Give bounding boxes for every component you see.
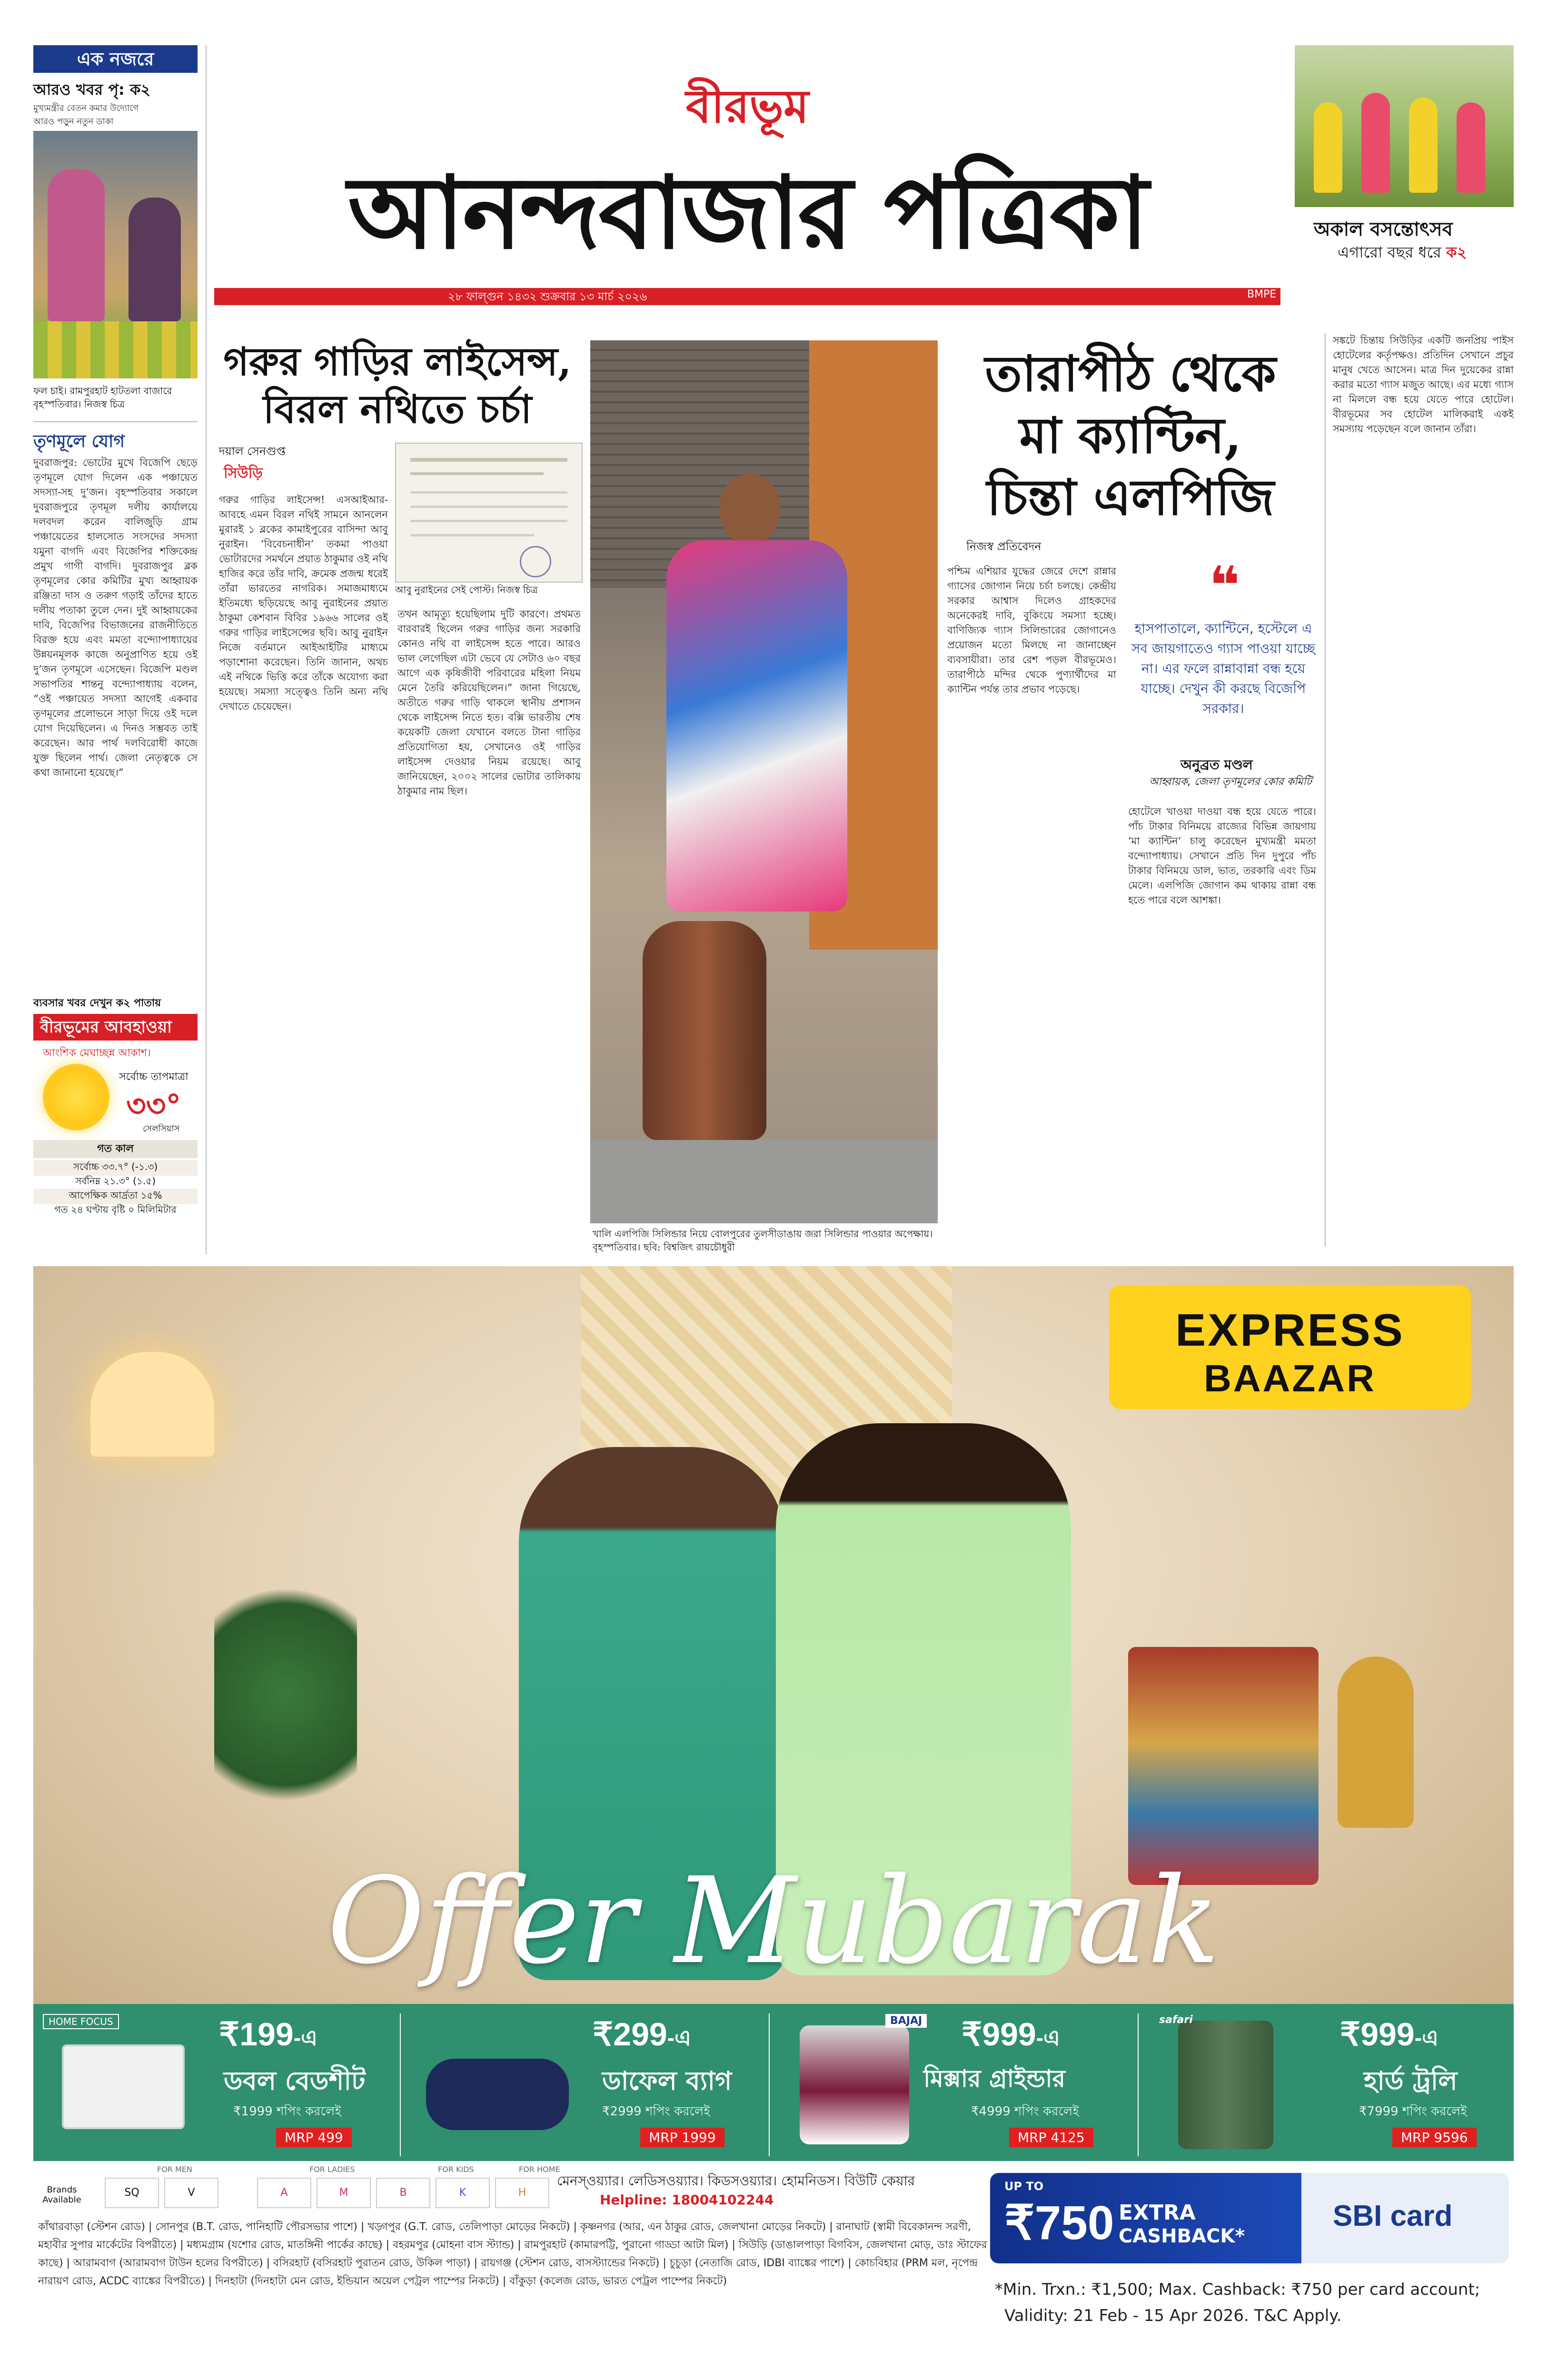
story2-text-col2: হোটেলে খাওয়া দাওয়া বন্ধ হয়ে যেতে পারে। পাঁচ টাকার বিনিময়ে রাজ্যের বিভিন্ন জায়গায় ‘মা ক্যান্টিন’ চালু করেছেন মুখ্যমন্ত্রী মমতা বন্দ্যোপাধ্যায়। সেখানে প্রতি দিন দুপুরে পাঁচ টাকার বিনিময়ে ডাল, ভাত, তরকারি এবং ডিম মেলে। এলপিজি জোগান কম থাকায় রান্না বন্ধ হতে পারে বলে আশঙ্কা। bbox=[1128, 806, 1316, 906]
market-photo bbox=[33, 131, 198, 378]
sbi-cashback: CASHBACK* bbox=[1119, 2225, 1245, 2247]
cylinder-photo bbox=[590, 340, 938, 1223]
brand-badge: safari bbox=[1159, 2014, 1193, 2026]
sun-icon bbox=[43, 1064, 109, 1130]
logo-line-2: BAAZAR bbox=[1204, 1357, 1376, 1399]
plant bbox=[214, 1561, 357, 1828]
promo-ref[interactable]: ক২ bbox=[1446, 243, 1467, 261]
max-temp-label: সর্বোচ্চ তাপমাত্রা bbox=[119, 1071, 188, 1083]
business-note[interactable]: ব্যবসার খবর দেখুন ক২ পাতায় bbox=[33, 997, 161, 1009]
price-value: ₹999 bbox=[1340, 2016, 1415, 2053]
weather-row: সর্বনিম্ন ২১.৩° (১.৫) bbox=[75, 1175, 156, 1187]
brand-badge: BAJAJ bbox=[885, 2014, 927, 2028]
price-value: ₹999 bbox=[962, 2016, 1036, 2053]
doc-line bbox=[410, 520, 567, 522]
offer-headline: Offer Mubarak bbox=[327, 1852, 1220, 1990]
tile-divider bbox=[1138, 2013, 1139, 2156]
masthead-region: বীরভূম bbox=[685, 79, 809, 133]
floor bbox=[590, 1140, 938, 1223]
terms-line-2: Validity: 21 Feb - 15 Apr 2026. T&C Apply. bbox=[1004, 2306, 1342, 2325]
doc-line bbox=[410, 491, 567, 494]
helpline[interactable]: Helpline: 18004102244 bbox=[600, 2192, 774, 2208]
sbi-extra: EXTRA bbox=[1119, 2201, 1196, 2225]
story1-author: দয়াল সেনগুপ্ত bbox=[219, 445, 286, 458]
promo-sub-text: এগারো বছর ধরে bbox=[1338, 243, 1441, 261]
store-list: কাঁথারবাড়া (স্টেশন রোড) | সোনপুর (B.T. রোড, পানিহাটি পৌরসভার পাশে) | খড়্গপুর (G.T. রোড, তেলিপাড়া মোড়ের নিকটে) | কৃষ্ণনগর (আর, এন ঠাকুর রোড, জেলখানা মোড়ের নিকটে) | রানাঘাট (স্বামী বিবেকানন্দ সরণী, মহাবীর সুপার মার্কেটের বিপরীতে) | মধ্যমগ্রাম (যশোর রোড, মাতঙ্গিনী পার্কের কাছে) | বহরমপুর (মোহনা বাস স্ট্যান্ড) | রামপুরহাট (কামারপট্টি, পুরানো গাড্ডা আটা মিল) | সিউড়ি (ডাঙালপাড়া বিগবিস, জেলখানা মোড়, ডাঃ স্টাফের কাছে) | আরামবাগ (আরামবাগ টাউন হলের বিপরীতে) | বসিরহাট (বসিরহাট পুরাতন রোড, উকিল পাড়া) | রায়গঞ্জ (স্টেশন রোড, বাসস্ট্যান্ডের নিকটে) | চুচুড়া (নেতাজি রোড, IDBI ব্যাঙ্কের পাশে) | কোচবিহার (PRM মল, নৃপেন্দ্র নারায়ণ রোড, ACDC ব্যাঙ্কের বিপরীতে) | দিনহাটা (দিনহাটা মেন রোড, ইন্ডিয়ান অয়েল পেট্রল পাম্পের নিকটে) | বাঁকুড়া (কলেজ রোড, ভারত পেট্রল পাম্পের নিকটে) bbox=[38, 2221, 987, 2287]
tile-sub: ₹4999 শপিং করলেই bbox=[971, 2104, 1079, 2119]
photo-caption: ফল চাই। রামপুরহাট হাটতলা বাজারে বৃহস্পতিবার। নিজস্ব চিত্র bbox=[33, 385, 172, 410]
left-column bbox=[33, 45, 198, 1254]
story2-quote: হাসপাতালে, ক্যান্টিনে, হস্টেলে এ সব জায়গাতেও গ্যাস পাওয়া যাচ্ছে না। এর ফলে রান্নাবান্না বন্ধ হয়ে যাচ্ছে। দেখুন কী করছে বিজেপি সরকার। bbox=[1131, 621, 1316, 716]
teaser-item: মুখ্যমন্ত্রীর বেতন কমার উদ্যোগে bbox=[33, 103, 139, 113]
tile-sub: ₹7999 শপিং করলেই bbox=[1359, 2104, 1467, 2119]
quote-role: আহ্বায়ক, জেলা তৃণমূলের কোর কমিটি bbox=[1149, 776, 1312, 788]
masthead-title: আনন্দবাজার পত্রিকা bbox=[347, 154, 1147, 271]
tile-mrp: MRP 1999 bbox=[640, 2128, 724, 2147]
column-rule bbox=[206, 45, 207, 1254]
brand-logo[interactable]: V bbox=[164, 2178, 218, 2208]
dancer bbox=[1409, 98, 1438, 193]
column-rule bbox=[1325, 333, 1326, 1247]
offer-tile[interactable] bbox=[33, 2006, 395, 2161]
doc-line bbox=[410, 458, 567, 462]
story2-headline bbox=[947, 343, 1314, 528]
for-kids-label: FOR KIDS bbox=[438, 2165, 474, 2174]
teaser-item: আরও পড়ুন নতুন ডাকা bbox=[33, 117, 114, 127]
brand-logo[interactable]: A bbox=[257, 2178, 311, 2208]
dancer bbox=[1314, 102, 1342, 193]
brand-badge: HOME FOCUS bbox=[43, 2014, 119, 2029]
teaser-title[interactable]: আরও খবর পৃ: ক২ bbox=[33, 80, 151, 99]
doc-line bbox=[410, 472, 544, 475]
temp-unit: সেলসিয়াস bbox=[143, 1124, 180, 1134]
weather-row: গত ২৪ ঘণ্টায় বৃষ্টি ০ মিলিমিটার bbox=[54, 1204, 177, 1215]
cylinder-photo-caption: খালি এলপিজি সিলিন্ডার নিয়ে বোলপুরের তুলসীডাঙায় জরা সিলিন্ডার পাওয়ার অপেক্ষায়। বৃহস্পতিবার। ছবি: বিশ্বজিৎ রায়চৌধুরী bbox=[593, 1228, 933, 1253]
ek-nojore-banner: এক নজরে bbox=[33, 45, 198, 73]
max-temp-value: ৩৩° bbox=[126, 1089, 181, 1124]
lantern bbox=[1338, 1656, 1414, 1828]
woman-head bbox=[719, 474, 781, 545]
story2-text-col1: পশ্চিম এশিয়ার যুদ্ধের জেরে দেশে রান্নার গ্যাসের জোগান নিয়ে চর্চা চলছে। কেন্দ্রীয় সরকার আশ্বাস দিলেও গ্রাহকদের অনেকেরই দাবি, বুকিংয়ে সমস্যা হচ্ছে। বাণিজ্যিক গ্যাস সিলিন্ডারের জোগানেও প্রয়োজন মতো মিলছে না জানাচ্ছেন ব্যবসায়ীরা। তার রেশ পড়ল বীরভূমেও। তারাপীঠে মন্দির থেকে পুণ্যার্থীদের মা ক্যান্টিন পর্যন্ত তার প্রভাব পড়েছে। bbox=[947, 565, 1116, 695]
story-text: দুবরাজপুর: ভোটের মুখে বিজেপি ছেড়ে তৃণমূলে যোগ দিলেন এক পঞ্চায়েত সদস্যা-সহ দু’জন। বৃহস্পতিবার সকালে দুবরাজপুরে তৃণমূল দলীয় কার্যালয়ে দলবদল করেন বালিজুড়ি গ্রাম পঞ্চায়েতের হালসোত সংসদের সদস্যা যমুনা বাগদি এবং বিজেপির শক্তিকেন্দ্র প্রমুখ গাগী বাগদি। দুবরাজপুর ব্লক তৃণমূলের কোর কমিটির মুখ্য আহ্বায়ক রঞ্জিতা দাস ও তরুণ গড়াই তাঁদের হাতে দলীয় পতাকা তুলে দেন। দুই আহ্বায়কের দাবি, বিজেপির বিভাজনের রাজনীতিতে বিরক্ত হয়ে এবং মমতা বন্দ্যোপাধ্যায়ের উন্নয়নমূলক কাজে অনুপ্রাণিত হয়ে ওই দু’জন তৃণমূলে এসেছেন। বিজেপি মণ্ডল সভাপতির শান্তনু বন্দ্যোপাধ্যায় বলেন, “ওই পঞ্চায়েত সদস্যা আগেই একবার তৃণমূলের প্রলোভনে সাড়া দিয়ে ওই দলে যোগ দিয়েছিলেন। এ দিনও সম্ভবত তাই করেছেন। আর পার্থ দলবিরোধী কাজে যুক্ত ছিলেন পার্থ। জেলা নেতৃত্বকে সে কথা জানানো হয়েছে।” bbox=[33, 457, 198, 778]
headline-line: গরুর গাড়ির লাইসেন্স, bbox=[223, 339, 572, 385]
story2-byline: নিজস্ব প্রতিবেদন bbox=[966, 540, 1041, 553]
offer-tile[interactable] bbox=[771, 2006, 1133, 2161]
lamp bbox=[90, 1352, 214, 1457]
price-suffix: -এ bbox=[293, 2025, 318, 2050]
story1-place: সিউড়ি bbox=[224, 465, 263, 482]
sbi-offer-box[interactable] bbox=[990, 2173, 1509, 2263]
weather-row: সর্বোচ্চ ৩৩.৭° (-১.৩) bbox=[33, 1160, 198, 1176]
tile-price bbox=[593, 2016, 691, 2058]
licence-document bbox=[395, 443, 583, 583]
brand-logo[interactable]: M bbox=[317, 2178, 371, 2208]
date-bar bbox=[214, 288, 1280, 305]
offer-tile[interactable] bbox=[1140, 2006, 1514, 2161]
doc-line bbox=[410, 534, 534, 536]
for-men-label: FOR MEN bbox=[157, 2165, 192, 2174]
quote-author: অনুব্রত মণ্ডল bbox=[1180, 757, 1253, 773]
doc-stamp bbox=[520, 546, 551, 577]
brand-logo[interactable]: SQ bbox=[105, 2178, 159, 2208]
brand-logo[interactable]: K bbox=[436, 2178, 490, 2208]
tile-price bbox=[962, 2016, 1060, 2058]
doc-line bbox=[410, 506, 567, 508]
logo-line-1: EXPRESS bbox=[1175, 1305, 1405, 1356]
promo-caption: অকাল বসন্তোৎসব bbox=[1314, 218, 1453, 240]
doc-caption: আবু নুরাইনের সেই পোস্ট। নিজস্ব চিত্র bbox=[395, 584, 538, 595]
for-ladies-label: FOR LADIES bbox=[309, 2165, 355, 2174]
tile-mrp: MRP 499 bbox=[276, 2128, 352, 2147]
gas-cylinder bbox=[643, 921, 766, 1140]
headline-line: তারাপীঠ থেকে bbox=[985, 344, 1276, 403]
tile-name: মিক্সার গ্রাইন্ডার bbox=[923, 2065, 1066, 2092]
brand-logo[interactable]: B bbox=[376, 2178, 430, 2208]
story2-text-col3: সঙ্কটে চিন্তায় সিউড়ির একটি জনপ্রিয় পাইস হোটেলের কর্তৃপক্ষও। প্রতিদিন সেখানে প্রচুর মানুষ খেতে আসেন। মাত্র দিন দুয়েকের রান্না করার মতো গ্যাস মজুত আছে। এর মধ্যে গ্যাস না মিললে বন্ধ হয়ে যেতে পারে হোটেল। বীরভূমের সব হোটেল মালিকরাই একই সমস্যায় পড়েছেন বলে জানান তাঁরা। bbox=[1333, 335, 1514, 435]
sbi-amount: ₹750 bbox=[1004, 2196, 1114, 2250]
price-suffix: -এ bbox=[1036, 2025, 1061, 2050]
story-title: তৃণমূলে যোগ bbox=[33, 432, 125, 451]
story1-text-col1: গরুর গাড়ির লাইসেন্স! এসআইআর-আবহে এমন বিরল নথিই সামনে আনলেন মুরারই ১ ব্লকের কামাইপুরের বাসিন্দা আবু নুরাইন। ‘বিবেচনাধীন’ তকমা পাওয়া ভোটারদের সমর্থনে প্রয়াত ঠাকুমার ওই নথি হাজির করে তাঁর দাবি, ক্রমেক প্রজন্ম ধরেই তাঁরা ভারতের নাগরিক। সমাজমাধ্যমে ইতিমধ্যে ছড়িয়েছে আবু নুরাইনের প্রয়াত ঠাকুমা কেশবান বিবির ১৯৬৬ সালের ওই গরুর গাড়ির লাইসেন্সের ছবি। আবু নুরাইন নিজে বর্তমানে আইআইটির মাধ্যমে পড়াশোনা করেছেন। তিনি জানান, অথচ এই নথিকে ভিত্তি করে তাঁকে অযোগ্য করা হয়েছে। সমস্যা সত্ত্বেও তিনি অন্য নথি দেখাতে চেয়েছেন। bbox=[219, 494, 388, 712]
weather-desc: আংশিক মেঘাচ্ছন্ন আকাশ। bbox=[43, 1047, 151, 1059]
photo-figure bbox=[48, 169, 105, 321]
tile-name: ডবল বেডশীট bbox=[224, 2066, 366, 2096]
tile-sub: ₹2999 শপিং করলেই bbox=[602, 2104, 710, 2119]
gift-boxes bbox=[1128, 1647, 1319, 1885]
price-value: ₹299 bbox=[593, 2016, 667, 2053]
tile-price bbox=[219, 2016, 317, 2058]
price-suffix: -এ bbox=[667, 2025, 692, 2050]
headline-line: চিন্তা এলপিজি bbox=[987, 468, 1274, 526]
tile-mrp: MRP 9596 bbox=[1392, 2128, 1477, 2147]
brands-label: Brands Available bbox=[42, 2185, 81, 2205]
divider bbox=[33, 421, 198, 422]
dateline: ২৮ ফাল্গুন ১৪৩২ শুক্রবার ১৩ মার্চ ২০২৬ bbox=[447, 290, 647, 303]
tile-price bbox=[1340, 2016, 1438, 2058]
mixer-image bbox=[800, 2025, 909, 2144]
edition-code: BMPE bbox=[1247, 288, 1277, 300]
brand-logo[interactable]: H bbox=[495, 2178, 549, 2208]
price-suffix: -এ bbox=[1414, 2025, 1439, 2050]
terms-line-1: *Min. Trxn.: ₹1,500; Max. Cashback: ₹750 per card account; bbox=[995, 2280, 1480, 2299]
weather-yesterday-label: গত কাল bbox=[33, 1140, 198, 1158]
photo-figure bbox=[129, 198, 181, 321]
weather-row: আপেক্ষিক আর্দ্রতা ১৫% bbox=[33, 1189, 198, 1204]
tile-name: হার্ড ট্রলি bbox=[1364, 2066, 1458, 2096]
categories-line: মেনস্ওয়্যার। লেডিসওয়্যার। কিডসওয়্যার। হোমনিডস। বিউটি কেয়ার bbox=[557, 2173, 915, 2189]
masthead bbox=[214, 45, 1280, 312]
headline-line: বিরল নথিতে চর্চা bbox=[263, 387, 532, 432]
express-baazar-logo[interactable] bbox=[1109, 1285, 1471, 1409]
headline-line: মা ক্যান্টিন, bbox=[1019, 406, 1242, 465]
promo-sub bbox=[1338, 240, 1467, 266]
tile-name: ডাফেল ব্যাগ bbox=[602, 2066, 732, 2096]
dancer bbox=[1457, 102, 1485, 193]
bedsheet-image bbox=[62, 2044, 185, 2129]
duffel-bag-image bbox=[426, 2059, 569, 2130]
tile-sub: ₹1999 শপিং করলেই bbox=[233, 2104, 341, 2119]
price-value: ₹199 bbox=[219, 2016, 294, 2053]
tile-mrp: MRP 4125 bbox=[1009, 2128, 1093, 2147]
woman-saree bbox=[666, 540, 847, 912]
trolley-image bbox=[1178, 2021, 1273, 2149]
story1-text-col2: তখন আমৃত্যু হয়েছিলাম দুটি কারণে। প্রথমত বারবারই ছিলেন গরুর গাড়ির জন্য সরকারি কোনও নথি বা লাইসেন্স হতে পারে। আরও ভাল লেগেছিল এটা ভেবে যে সেটাও ৬০ বছর আগে এক কৃষিজীবী পরিবারের মহিলা নিয়ম মেনে তৈরি করিয়েছিলেন।” জানা গিয়েছে, অতীতে গরুর গাড়ি থাকলে স্থানীয় প্রশাসন থেকে লাইসেন্স নিতে হত। বক্সি ভারতীয় শেষ কয়েকটি জেলা যেখানে বলতে টানা গাড়ির প্রতিযোগিতা হয়, সেখানেও ওই গাড়ির লাইসেন্স দেওয়ার নিয়ম রয়েছে। আবু জানিয়েছেন, ২০০২ সালের ভোটার তালিকায় ঠাকুমার নাম ছিল। bbox=[397, 608, 581, 797]
tile-divider bbox=[769, 2013, 770, 2156]
weather-title: বীরভূমের আবহাওয়া bbox=[33, 1014, 198, 1041]
dancer bbox=[1361, 93, 1390, 193]
sbi-upto: UP TO bbox=[1004, 2180, 1044, 2193]
for-home-label: FOR HOME bbox=[519, 2165, 560, 2174]
produce-stack bbox=[33, 321, 198, 378]
tile-divider bbox=[400, 2013, 401, 2156]
quote-mark-icon: ❝ bbox=[1209, 555, 1240, 616]
promo-photo[interactable] bbox=[1295, 45, 1514, 207]
sbi-card-logo: SBI card bbox=[1333, 2200, 1453, 2232]
story1-headline bbox=[214, 338, 581, 433]
offer-tile[interactable] bbox=[402, 2006, 764, 2161]
